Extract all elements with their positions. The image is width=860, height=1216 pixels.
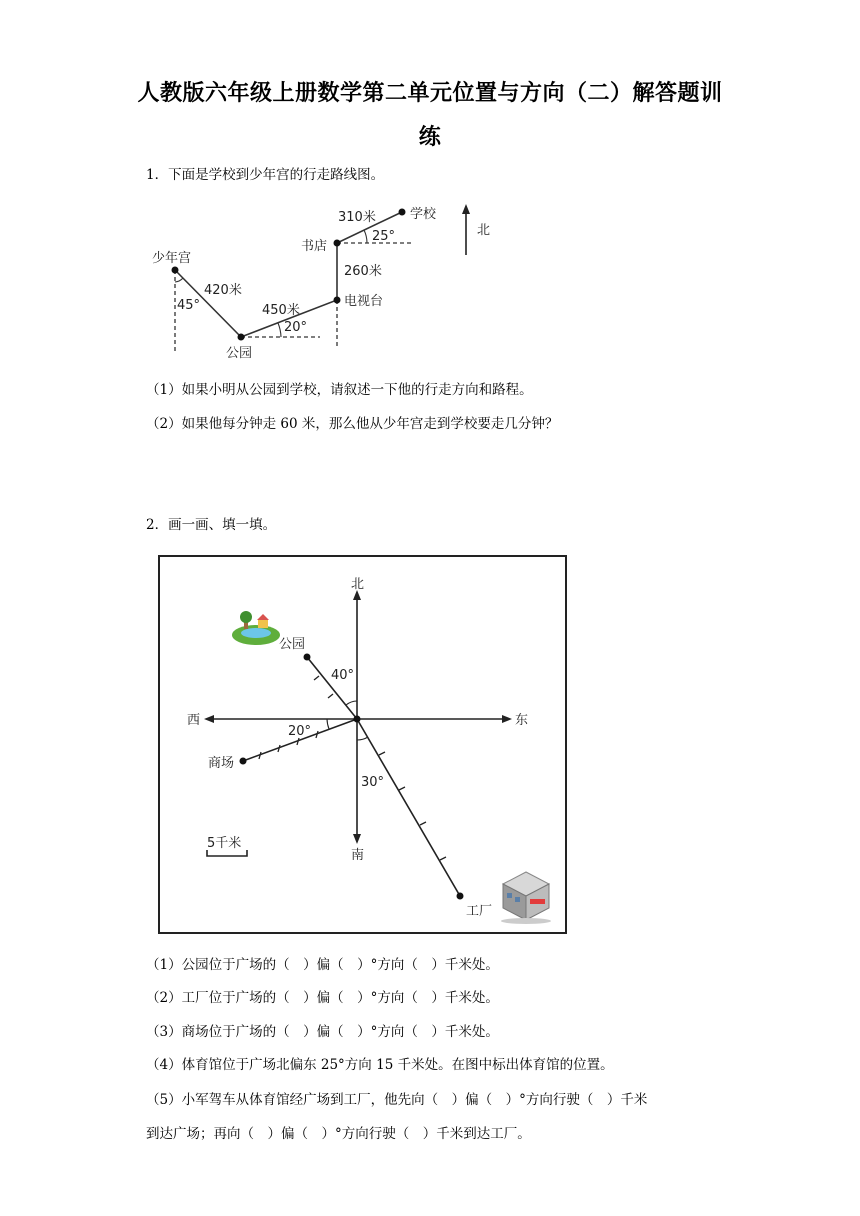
q2-east-arrow-icon bbox=[502, 715, 512, 723]
q2-west-arrow-icon bbox=[204, 715, 214, 723]
q1-angle-45: 45° bbox=[177, 298, 201, 313]
q2-label-west: 西 bbox=[187, 713, 201, 728]
q2-sub3: （3）商场位于广场的（ ）偏（ ）°方向（ ）千米处。 bbox=[146, 1024, 499, 1040]
q2-label-east: 东 bbox=[515, 713, 529, 728]
page-title-line-1: 人教版六年级上册数学第二单元位置与方向（二）解答题训 bbox=[137, 81, 723, 106]
q1-label-gongyuan: 公园 bbox=[226, 346, 253, 361]
park-icon bbox=[232, 611, 280, 645]
q2-tick bbox=[314, 676, 319, 680]
q1-distance-420: 420米 bbox=[204, 283, 242, 298]
q1-distance-310: 310米 bbox=[338, 210, 376, 225]
q2-ray-factory bbox=[357, 719, 460, 896]
q2-angle-park: 40° bbox=[331, 668, 355, 683]
page-title-line-2: 练 bbox=[418, 125, 442, 150]
q1-distance-260: 260米 bbox=[344, 264, 382, 279]
q1-angle-20: 20° bbox=[284, 320, 308, 335]
q2-label-park: 公园 bbox=[279, 637, 306, 652]
q2-tick bbox=[379, 752, 385, 755]
q2-angle-mall: 20° bbox=[288, 724, 312, 739]
q2-tick bbox=[399, 787, 405, 790]
q2-tick bbox=[440, 857, 446, 860]
q2-tick bbox=[328, 694, 333, 698]
q2-label-north: 北 bbox=[351, 577, 365, 592]
q2-frame bbox=[159, 556, 566, 933]
q2-label-south: 南 bbox=[351, 848, 365, 863]
q1-sub2: （2）如果他每分钟走 60 米，那么他从少年宫走到学校要走几分钟？ bbox=[146, 416, 559, 432]
q2-label-mall: 商场 bbox=[208, 756, 235, 771]
q2-angle-factory: 30° bbox=[361, 775, 385, 790]
q2-angle-arc-mall bbox=[327, 719, 329, 729]
factory-icon bbox=[501, 872, 551, 924]
q2-scale-label: 5千米 bbox=[207, 836, 242, 851]
q2-angle-arc-park bbox=[346, 701, 357, 705]
q2-point-factory bbox=[457, 893, 464, 900]
q1-label-shudian: 书店 bbox=[301, 239, 328, 254]
q2-tick bbox=[420, 822, 426, 825]
q2-point-square bbox=[354, 716, 361, 723]
q1-sub1: （1）如果小明从公园到学校，请叙述一下他的行走方向和路程。 bbox=[146, 382, 533, 398]
q2-sub1: （1）公园位于广场的（ ）偏（ ）°方向（ ）千米处。 bbox=[146, 957, 499, 973]
q2-sub5-line2: 到达广场；再向（ ）偏（ ）°方向行驶（ ）千米到达工厂。 bbox=[146, 1126, 531, 1142]
q2-point-mall bbox=[240, 758, 247, 765]
q2-label-factory: 工厂 bbox=[466, 904, 493, 919]
q2-sub2: （2）工厂位于广场的（ ）偏（ ）°方向（ ）千米处。 bbox=[146, 990, 499, 1006]
q2-angle-arc-factory bbox=[357, 737, 368, 740]
q2-stem: 2．画一画、填一填。 bbox=[146, 517, 277, 533]
q1-stem: 1．下面是学校到少年宫的行走路线图。 bbox=[146, 167, 385, 183]
q1-label-north: 北 bbox=[477, 223, 491, 238]
q2-point-park bbox=[304, 654, 311, 661]
q2-sub4: （4）体育馆位于广场北偏东 25°方向 15 千米处。在图中标出体育馆的位置。 bbox=[146, 1057, 614, 1073]
q2-ray-park bbox=[307, 657, 357, 719]
q1-distance-450: 450米 bbox=[262, 303, 300, 318]
q2-south-arrow-icon bbox=[353, 834, 361, 844]
q1-label-xuexiao: 学校 bbox=[410, 207, 437, 222]
q1-angle-25: 25° bbox=[372, 229, 396, 244]
q1-label-shaoniangong: 少年宫 bbox=[152, 251, 192, 266]
q1-label-dianshitai: 电视台 bbox=[344, 294, 384, 309]
q2-sub5-line1: （5）小军驾车从体育馆经广场到工厂，他先向（ ）偏（ ）°方向行驶（ ）千米 bbox=[146, 1092, 648, 1108]
